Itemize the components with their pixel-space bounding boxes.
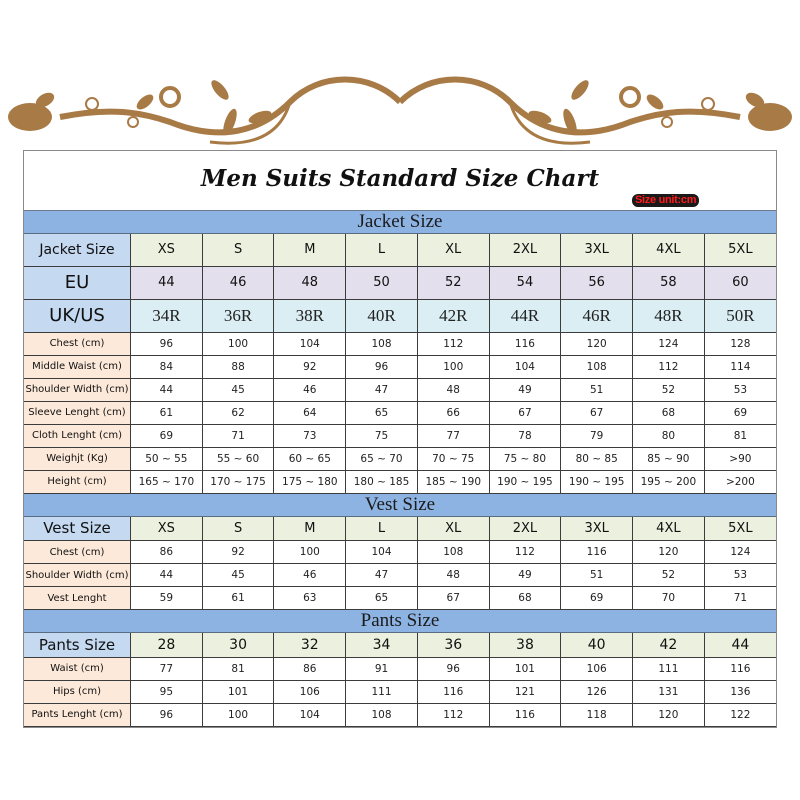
table-cell: 45 [202,378,274,401]
eu-cell: 48 [274,266,346,299]
table-cell: 66 [417,401,489,424]
table-cell: 104 [489,355,561,378]
title-box [24,151,776,211]
table-cell: 118 [561,703,633,726]
table-cell: 195 ~ 200 [633,470,705,493]
size-cell: 36 [417,633,489,657]
table-cell: 104 [346,541,418,564]
ukus-cell: 34R [131,299,203,332]
table-cell: 180 ~ 185 [346,470,418,493]
table-cell: 52 [633,378,705,401]
table-cell: 114 [704,355,776,378]
table-cell: 112 [417,703,489,726]
jacket-table [24,234,776,494]
table-cell: 52 [633,564,705,587]
eu-cell: 58 [633,266,705,299]
table-cell: 71 [704,587,776,610]
size-unit-badge: Size unit:cm [632,194,699,207]
jacket-section-band: Jacket Size [24,211,776,234]
table-cell: 85 ~ 90 [633,447,705,470]
eu-cell: 54 [489,266,561,299]
eu-row [24,266,776,299]
table-row [24,564,776,587]
table-row [24,401,776,424]
size-cell: 28 [131,633,203,657]
ukus-cell: 48R [633,299,705,332]
table-cell: 61 [202,587,274,610]
row-label: Sleeve Lenght (cm) [24,401,131,424]
table-cell: 55 ~ 60 [202,447,274,470]
ukus-cell: 44R [489,299,561,332]
eu-cell: 60 [704,266,776,299]
table-cell: 45 [202,564,274,587]
table-row [24,587,776,610]
table-cell: 124 [633,332,705,355]
table-row [24,447,776,470]
ukus-cell: 42R [417,299,489,332]
table-cell: 104 [274,703,346,726]
size-cell: XL [417,234,489,266]
table-cell: 65 [346,401,418,424]
ukus-cell: 50R [704,299,776,332]
eu-cell: 56 [561,266,633,299]
row-label: Cloth Lenght (cm) [24,424,131,447]
table-cell: 68 [489,587,561,610]
table-cell: 64 [274,401,346,424]
table-cell: 69 [704,401,776,424]
eu-cell: 44 [131,266,203,299]
row-label: Pants Lenght (cm) [24,703,131,726]
eu-cell: 46 [202,266,274,299]
size-cell: L [346,234,418,266]
table-cell: 68 [633,401,705,424]
table-cell: 106 [274,680,346,703]
table-cell: 108 [417,541,489,564]
size-cell: 30 [202,633,274,657]
table-row [24,424,776,447]
table-cell: 108 [561,355,633,378]
table-cell: 116 [489,703,561,726]
table-cell: 100 [202,703,274,726]
table-cell: 96 [131,703,203,726]
vest-section-band: Vest Size [24,494,776,517]
table-cell: 100 [202,332,274,355]
size-cell: S [202,234,274,266]
size-cell: XS [131,234,203,266]
table-cell: 96 [346,355,418,378]
table-cell: 60 ~ 65 [274,447,346,470]
table-cell: 49 [489,378,561,401]
table-cell: 67 [489,401,561,424]
vest-size-row [24,517,776,541]
size-cell: 4XL [633,234,705,266]
table-cell: 47 [346,564,418,587]
row-label: Height (cm) [24,470,131,493]
eu-label: EU [24,266,131,299]
pants-size-row [24,633,776,657]
size-cell: XS [131,517,203,541]
table-cell: 77 [417,424,489,447]
pants-size-label: Pants Size [24,633,131,657]
table-cell: 100 [417,355,489,378]
table-cell: 120 [561,332,633,355]
table-cell: 53 [704,564,776,587]
table-cell: 50 ~ 55 [131,447,203,470]
size-cell: 40 [561,633,633,657]
size-cell: 32 [274,633,346,657]
size-chart [23,150,777,728]
size-cell: S [202,517,274,541]
table-cell: 44 [131,564,203,587]
size-cell: L [346,517,418,541]
table-cell: 62 [202,401,274,424]
size-cell: 4XL [633,517,705,541]
pants-table [24,633,776,727]
table-cell: 75 ~ 80 [489,447,561,470]
ukus-cell: 46R [561,299,633,332]
table-cell: 46 [274,564,346,587]
table-row [24,541,776,564]
table-cell: 190 ~ 195 [561,470,633,493]
row-label: Shoulder Width (cm) [24,564,131,587]
table-cell: 120 [633,541,705,564]
table-cell: 69 [561,587,633,610]
size-cell: 2XL [489,234,561,266]
table-cell: 121 [489,680,561,703]
size-cell: M [274,234,346,266]
table-cell: 190 ~ 195 [489,470,561,493]
table-cell: 165 ~ 170 [131,470,203,493]
table-cell: 100 [274,541,346,564]
ukus-label: UK/US [24,299,131,332]
table-cell: 80 ~ 85 [561,447,633,470]
table-cell: 67 [417,587,489,610]
size-cell: 3XL [561,517,633,541]
table-cell: 69 [131,424,203,447]
table-cell: 79 [561,424,633,447]
table-cell: 108 [346,703,418,726]
ukus-cell: 38R [274,299,346,332]
table-cell: 175 ~ 180 [274,470,346,493]
table-cell: 51 [561,564,633,587]
table-cell: 111 [633,657,705,680]
size-cell: 2XL [489,517,561,541]
pants-section-band: Pants Size [24,610,776,633]
size-cell: XL [417,517,489,541]
table-cell: 65 ~ 70 [346,447,418,470]
table-cell: 112 [489,541,561,564]
table-cell: 44 [131,378,203,401]
table-cell: 77 [131,657,203,680]
table-cell: 88 [202,355,274,378]
table-cell: 81 [202,657,274,680]
table-cell: >200 [704,470,776,493]
row-label: Weighjt (Kg) [24,447,131,470]
row-label: Shoulder Width (cm) [24,378,131,401]
size-cell: 5XL [704,517,776,541]
table-cell: 80 [633,424,705,447]
vest-table [24,517,776,611]
table-row [24,657,776,680]
table-row [24,332,776,355]
table-cell: 126 [561,680,633,703]
jacket-size-row [24,234,776,266]
size-cell: 34 [346,633,418,657]
table-cell: 185 ~ 190 [417,470,489,493]
size-cell: 3XL [561,234,633,266]
table-cell: 84 [131,355,203,378]
eu-cell: 52 [417,266,489,299]
table-cell: 86 [131,541,203,564]
ukus-cell: 36R [202,299,274,332]
ukus-cell: 40R [346,299,418,332]
row-label: Chest (cm) [24,332,131,355]
table-cell: 106 [561,657,633,680]
table-cell: 131 [633,680,705,703]
table-cell: 136 [704,680,776,703]
table-cell: 48 [417,378,489,401]
jacket-size-label: Jacket Size [24,234,131,266]
table-cell: 75 [346,424,418,447]
table-cell: 101 [489,657,561,680]
table-cell: 91 [346,657,418,680]
table-cell: 70 ~ 75 [417,447,489,470]
table-row [24,703,776,726]
table-cell: 86 [274,657,346,680]
table-cell: 51 [561,378,633,401]
size-cell: 42 [633,633,705,657]
table-cell: 116 [561,541,633,564]
table-cell: 111 [346,680,418,703]
table-cell: 78 [489,424,561,447]
size-cell: 38 [489,633,561,657]
table-cell: 95 [131,680,203,703]
table-cell: 116 [489,332,561,355]
table-cell: 116 [704,657,776,680]
table-cell: 73 [274,424,346,447]
table-cell: 46 [274,378,346,401]
chart-title: Men Suits Standard Size Chart [200,165,600,192]
table-cell: 112 [633,355,705,378]
table-cell: 63 [274,587,346,610]
table-cell: 61 [131,401,203,424]
table-cell: 128 [704,332,776,355]
table-row [24,355,776,378]
eu-cell: 50 [346,266,418,299]
size-cell: 5XL [704,234,776,266]
table-row [24,470,776,493]
table-cell: 101 [202,680,274,703]
table-cell: 170 ~ 175 [202,470,274,493]
table-cell: 116 [417,680,489,703]
table-row [24,378,776,401]
table-cell: 92 [274,355,346,378]
floral-ornament-icon [0,62,800,152]
table-cell: 59 [131,587,203,610]
table-cell: 108 [346,332,418,355]
row-label: Middle Waist (cm) [24,355,131,378]
row-label: Chest (cm) [24,541,131,564]
table-cell: 48 [417,564,489,587]
table-cell: >90 [704,447,776,470]
table-cell: 120 [633,703,705,726]
table-cell: 65 [346,587,418,610]
row-label: Vest Lenght [24,587,131,610]
row-label: Waist (cm) [24,657,131,680]
table-cell: 122 [704,703,776,726]
table-cell: 81 [704,424,776,447]
size-cell: 44 [704,633,776,657]
vest-size-label: Vest Size [24,517,131,541]
table-cell: 67 [561,401,633,424]
table-cell: 71 [202,424,274,447]
size-cell: M [274,517,346,541]
table-cell: 104 [274,332,346,355]
table-cell: 49 [489,564,561,587]
table-cell: 70 [633,587,705,610]
table-cell: 112 [417,332,489,355]
table-cell: 53 [704,378,776,401]
table-cell: 92 [202,541,274,564]
table-cell: 96 [131,332,203,355]
table-cell: 96 [417,657,489,680]
table-cell: 124 [704,541,776,564]
row-label: Hips (cm) [24,680,131,703]
table-cell: 47 [346,378,418,401]
ukus-row [24,299,776,332]
table-row [24,680,776,703]
